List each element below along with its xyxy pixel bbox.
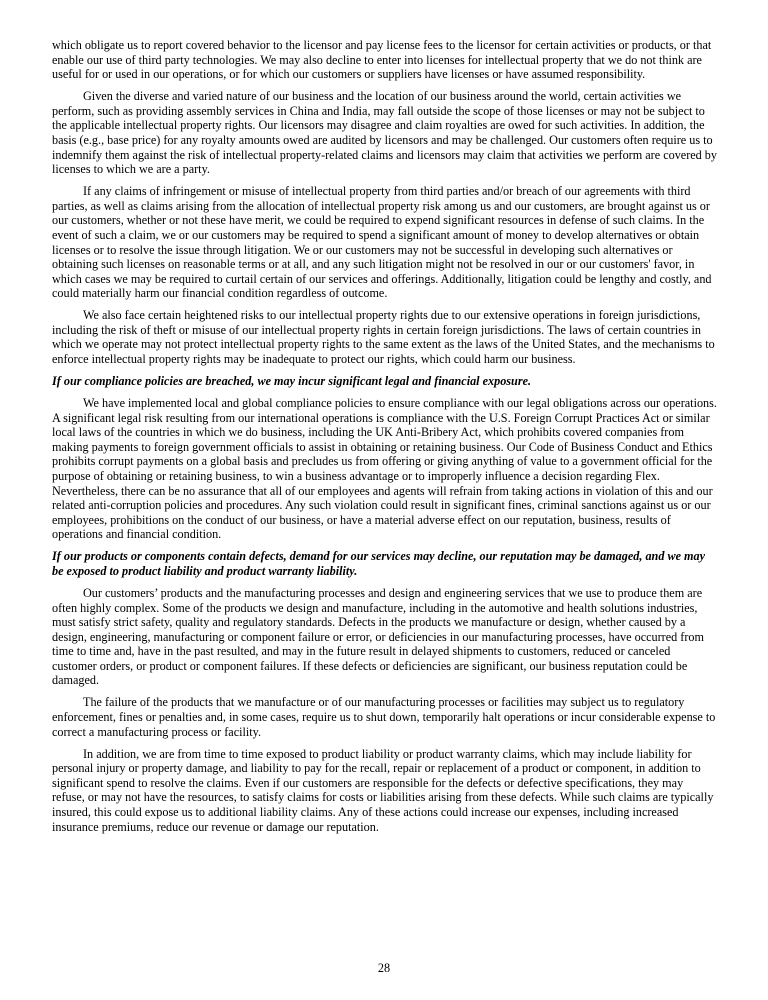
document-page xyxy=(52,38,718,842)
section-heading-product-defects: If our products or components contain defects, demand for our services may decline, our reputation may be damaged, and we may be exposed to product liability and product warranty liability. xyxy=(52,549,706,578)
paragraph-licensing-scope: Given the diverse and varied nature of our business and the location of our business around the world, certain activities we perform, such as providing assembly services in China and India, may fall outside the scope of those licenses or may not be subject to the applicable intellectual property rights. Our licensors may disagree and claim royalties are owed for such activities. In addition, the basis (e.g., base price) for any royalty amounts owed are audited by licensors and may be challenged. Our customers often require us to indemnify them against the risk of intellectual property-related claims and licensors may claim that activities we perform are covered by licenses to which we are a party. xyxy=(52,89,717,177)
paragraph-product-complexity: Our customers’ products and the manufacturing processes and design and engineering services that we use to produce them are often highly complex. Some of the products we design and manufacture, including in the automotive and health solutions industries, must satisfy strict safety, quality and regulatory standards. Defects in the products we manufacture or design, whether caused by a design, engineering, manufacturing or component failure or error, or deficiencies in our manufacturing processes, have occurred from time to time and, have in the past resulted, and may in the future result in delayed shipments to customers, reduced or canceled customer orders, or product or component failures. If these defects or deficiencies are significant, our business reputation could be damaged. xyxy=(52,585,704,688)
section-heading-compliance: If our compliance policies are breached, we may incur significant legal and financial exposure. xyxy=(52,374,532,389)
paragraph-liability-claims: In addition, we are from time to time exposed to product liability or product warranty claims, which may include liability for personal injury or property damage, and liability to pay for the recall, repair or replacement of a product or component, in addition to significant spend to resolve the claims. Even if our customers are responsible for the defects or defective specifications, they may refuse, or may not have the resources, to satisfy claims for costs or liabilities arising from these defects. While such claims are typically insured, this could expose us to additional liability claims. Any of these actions could increase our expenses, including increased insurance premiums, reduce our revenue or damage our reputation. xyxy=(52,746,714,834)
paragraph-manufacturing-failure: The failure of the products that we manufacture or of our manufacturing processes or facilities may subject us to regulatory enforcement, fines or penalties and, in some cases, require us to shut down, temporarily halt operations or incur considerable expense to correct a manufacturing process or facility. xyxy=(52,695,716,739)
paragraph-license-obligations: which obligate us to report covered behavior to the licensor and pay license fees to the licensor for certain activities or products, or that enable our use of third party technologies. We may also decline to enter into licenses for intellectual property that we do not think are useful for or used in our operations, or for which our customers or suppliers have licenses or have assumed responsibility. xyxy=(52,38,712,82)
paragraph-infringement-claims: If any claims of infringement or misuse of intellectual property from third parties and/or breach of our agreements with third parties, as well as claims arising from the allocation of intellectual property risk among us and our customers, are brought against us or our customers, whether or not these have merit, we could be required to expend significant resources in defense of such claims. In the event of such a claim, we or our customers may be required to spend a significant amount of money to develop alternatives or obtain licenses or to resolve the issue through litigation. We or our customers may not be successful in developing such alternatives or obtaining such licenses on reasonable terms or at all, and any such litigation might not be resolved in our or our customers' favor, in which cases we may be required to curtail certain of our services and offerings. Additionally, litigation could be lengthy and costly, and could materially harm our financial condition regardless of outcome. xyxy=(52,184,712,301)
paragraph-compliance-policies: We have implemented local and global compliance policies to ensure compliance with our legal obligations across our operations. A significant legal risk resulting from our international operations is compliance with the U.S. Foreign Corrupt Practices Act or similar local laws of the countries in which we do business, including the UK Anti-Bribery Act, which prohibits covered companies from making payments to foreign government officials to assist in obtaining or retaining business. Our Code of Business Conduct and Ethics prohibits corrupt payments on a global basis and precludes us from offering or giving anything of value to a government official for the purpose of obtaining or retaining business, to win a business advantage or to improperly influence a decision regarding Flex. Nevertheless, there can be no assurance that all of our employees and agents will refrain from taking actions in violation of this and our related anti-corruption policies and procedures. Any such violation could result in significant fines, criminal sanctions against us or our employees, prohibitions on the conduct of our business, or have a material adverse effect on our reputation, business, results of operations and financial condition. xyxy=(52,396,717,542)
paragraph-foreign-ip-risks: We also face certain heightened risks to our intellectual property rights due to our extensive operations in foreign jurisdictions, including the risk of theft or misuse of our intellectual property rights in certain foreign jurisdictions. The laws of certain countries in which we operate may not protect intellectual property rights to the same extent as the laws of the United States, and the mechanisms to enforce intellectual property rights may be inadequate to protect our rights, which could harm our business. xyxy=(52,308,715,367)
page-number: 28 xyxy=(377,961,391,975)
